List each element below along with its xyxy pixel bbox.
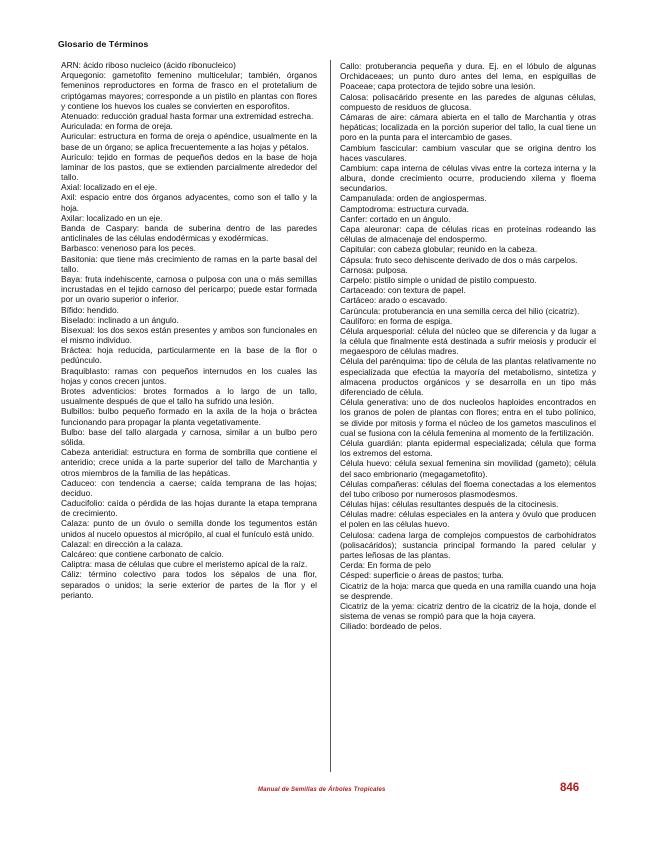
glossary-term: Callo: [340, 61, 362, 71]
glossary-entry [340, 92, 596, 112]
glossary-term: Celulosa: [340, 529, 375, 540]
glossary-entry [340, 265, 596, 275]
glossary-term: Canfer: [340, 213, 368, 224]
glossary-entry [340, 193, 596, 203]
glossary-term: Carpelo: [340, 274, 372, 285]
glossary-definition: protuberancia pequeña y dura. Ej. en el lóbulo de algunas Orchidaceaes; un punto duro antes del lema, en espiguillas de Poaceae; capa protectora de tejido sobre una lesión. [340, 61, 596, 92]
glossary-term: Células hijas: [340, 499, 390, 510]
glossary-entry [61, 315, 317, 325]
glossary-definition: En forma de pelo [365, 560, 431, 571]
glossary-entry [61, 152, 317, 183]
glossary-entry [340, 438, 596, 458]
glossary-entry [340, 255, 596, 265]
glossary-definition: en forma de oreja. [102, 121, 173, 132]
glossary-term: Basitonia: [61, 253, 98, 264]
glossary-term: Banda de Caspary: [61, 223, 140, 233]
glossary-entry [340, 112, 596, 143]
glossary-term: Brotes adventicios: [61, 386, 137, 396]
glossary-entry [61, 131, 317, 151]
glossary-entry [340, 509, 596, 529]
glossary-definition: células resultantes después de la citocinesis. [389, 499, 559, 510]
glossary-entry [61, 478, 317, 498]
glossary-column-right [340, 61, 596, 632]
glossary-definition: protuberancia en una semilla cerca del hilio (cicatriz). [380, 305, 580, 316]
glossary-definition: fruta indehiscente, carnosa o pulposa con una o más semillas incrustadas en el tejido carnoso del pericarpo; puede estar formada por un ovario superior o inferior. [61, 273, 317, 305]
glossary-entry [61, 345, 317, 365]
glossary-term: Bráctea: [61, 345, 93, 356]
glossary-definition: superficie o áreas de pastos; turba. [371, 570, 504, 581]
glossary-entry [61, 366, 317, 386]
glossary-term: Camptodroma: [340, 203, 396, 214]
glossary-term: Célula generativa: [340, 397, 409, 408]
glossary-term: Aurículo: [61, 151, 94, 162]
glossary-definition: células especiales en la antera y óvulo que producen el polen en las células huevo. [340, 509, 596, 530]
glossary-term: Biselado: [61, 314, 96, 325]
glossary-term: Carnosa: [340, 264, 374, 275]
glossary-definition: célula sexual femenina sin movilidad (gameto); célula del saco embrionario (megagametofito). [340, 458, 597, 479]
glossary-definition: gametofito femenino multicelular; también, órganos femeninos reproductores en forma de frasco en el protetalium de criptógamas mayores; corresponde a un pistilo en plantas con flores y contiene los huevos los cuales se convierten en esporofitos. [61, 70, 317, 111]
glossary-term: Cartáceo: [340, 295, 377, 306]
glossary-entry [61, 325, 317, 345]
glossary-entry [61, 121, 317, 131]
glossary-term: Cáliz: [61, 569, 82, 580]
glossary-definition: estructura en forma de sombrilla que contiene el anteridio; crece unida a la parte superior del tallo de Marchantia y otros miembros de la familia de las hepáticas. [61, 447, 317, 478]
glossary-entry [340, 458, 596, 478]
glossary-entry [61, 111, 317, 121]
glossary-term: Campanulada: [340, 193, 395, 204]
glossary-term: Bulbillos: [61, 406, 95, 417]
glossary-entry [340, 560, 596, 570]
glossary-entry [61, 559, 317, 569]
glossary-entry [340, 397, 596, 438]
glossary-entry [61, 305, 317, 315]
glossary-definition: localizado en el eje. [81, 182, 158, 193]
glossary-definition: pistilo simple o unidad de pistilo compuesto. [371, 274, 537, 285]
glossary-definition: base del tallo alargada y carnosa, similar a un bulbo pero sólida. [61, 426, 317, 447]
glossary-definition: planta epidermal especializada; célula que forma los extremos del estoma. [340, 437, 596, 459]
glossary-term: Cartaceado: [340, 285, 386, 296]
glossary-entry [340, 295, 596, 305]
glossary-definition: cadena larga de complejos compuestos de carbohidratos (polisacáridos); sustancia principal formando la pared celular y partes leñosas de las plantas. [340, 529, 596, 560]
glossary-definition: ramas con pequeños internudos en los cuales las hojas y conos crecen juntos. [61, 365, 317, 386]
glossary-term: Ciliado: [340, 621, 368, 632]
glossary-definition: capa de células ricas en proteínas rodeando las células de almacenaje del endospermo. [340, 224, 596, 245]
glossary-definition: espacio entre dos órganos adyacentes, como son el tallo y la hoja. [61, 192, 317, 213]
glossary-definition: tejido en formas de pequeños dedos en la base de hoja laminar de los pastos, que se extienden parcialmente alrededor del tallo. [61, 151, 317, 183]
glossary-definition: venenoso para los peces. [98, 243, 196, 254]
glossary-definition: banda de suberina dentro de las paredes anticlinales de las células endodérmicas y exodérmicas. [61, 223, 317, 244]
glossary-definition: que contiene carbonato de calcio. [96, 549, 224, 559]
glossary-term: Caliptra: [61, 559, 93, 570]
glossary-term: Baya: [61, 273, 83, 284]
glossary-term: Auricular: [61, 131, 97, 142]
glossary-definition: masa de células que cubre el meristemo apical de la raíz. [92, 559, 308, 570]
glossary-entry [340, 621, 596, 631]
glossary-term: Atenuado: [61, 110, 100, 121]
glossary-definition: brotes formados a lo largo de un tallo, usualmente después de que el tallo ha sufrido una lesión. [61, 386, 318, 407]
glossary-definition: con tendencia a caerse; caída temprana de las hojas; deciduo. [61, 477, 317, 498]
glossary-definition: término colectivo para todos los sépalos de una flor, separados o unidos; la serie exterior de partes de la flor y el perianto. [61, 569, 317, 600]
glossary-entry [61, 70, 317, 111]
glossary-definition: cámara abierta en el tallo de Marchantia y otras hepáticas; localizada en la porción superior del tallo, la cual tiene un poro en la punta para el intercambio de gases. [340, 111, 597, 143]
glossary-definition: uno de dos nucleolos haploides encontrados en los granos de polen de plantas con flores; entra en el tubo polínico, se divide por mitosis y forma el núcleo de los gametos masculinos el cual se fusiona con la célula femenina al momento de la fertilización. [340, 397, 596, 438]
glossary-term: Cerda: [340, 560, 366, 571]
glossary-entry [61, 569, 317, 600]
glossary-term: Barbasco: [61, 243, 99, 254]
glossary-term: Bífido: [61, 304, 85, 315]
glossary-entry [340, 214, 596, 224]
glossary-term: Calazal: [61, 538, 92, 549]
glossary-entry [340, 204, 596, 214]
glossary-term: Capitular: [340, 244, 376, 255]
glossary-term: Bisexual: [61, 324, 95, 335]
glossary-term: Axilar: [61, 212, 85, 223]
glossary-definition: punto de un óvulo o semilla donde los tegumentos están unidos al nucelo opuestos al micrópilo, al cual el funículo está unido. [61, 518, 317, 539]
footer-title: Manual de Semillas de Árboles Tropicales [258, 787, 386, 793]
glossary-definition: bulbo pequeño formado en la axila de la hoja o bráctea funcionando para propagar la planta vegetativamente. [61, 406, 317, 427]
glossary-definition: cicatriz dentro de la cicatriz de la hoja, donde el sistema de venas se rompió para que la hoja cayera. [340, 600, 597, 622]
glossary-definition: marca que queda en una ramilla cuando una hoja se desprende. [340, 580, 597, 601]
glossary-definition: reducción gradual hasta formar una extremidad estrecha. [99, 110, 314, 121]
glossary-definition: hoja reducida, particularmente en la base de la flor o pedúnculo. [61, 345, 317, 366]
glossary-term: Cabeza anteridial: [61, 447, 130, 458]
glossary-term: Calaza: [61, 518, 90, 529]
glossary-definition: que tiene más crecimiento de ramas en la parte basal del tallo. [61, 253, 317, 274]
glossary-definition: orden de angiospermas. [394, 193, 487, 204]
glossary-entry [61, 192, 317, 212]
glossary-definition: cortado en un ángulo. [367, 213, 451, 224]
glossary-entry [340, 275, 596, 285]
glossary-term: Cambium: [340, 162, 379, 173]
glossary-entry [61, 539, 317, 549]
column-divider [330, 60, 331, 772]
glossary-term: Cámaras de aire: [340, 111, 407, 122]
glossary-term: Célula guardián: [340, 437, 403, 448]
glossary-definition: estructura en forma de oreja o apéndice, usualmente en la base de un órgano; se aplica frecuentemente a las hojas y pétalos. [61, 131, 317, 152]
glossary-definition: inclinado a un ángulo. [95, 314, 179, 325]
glossary-column-left [61, 60, 317, 600]
glossary-definition: célula del núcleo que se diferencia y da lugar a la célula que finalmente está destinada a sufrir meiosis y producir el megaesporo de células madres. [340, 325, 596, 357]
glossary-definition: los dos sexos están presentes y ambos son funcionales en el mismo individuo. [61, 324, 317, 346]
glossary-entry [61, 60, 317, 70]
glossary-definition: bordeado de pelos. [367, 621, 442, 632]
glossary-term: Células compañeras: [340, 478, 419, 489]
glossary-entry [61, 182, 317, 192]
glossary-definition: con cabeza globular; reunido en la cabeza. [375, 244, 538, 255]
glossary-term: Capa aleuronar: [340, 224, 402, 234]
glossary-entry [61, 406, 317, 426]
glossary-definition: arado o escavado. [376, 295, 448, 306]
glossary-entry [340, 356, 596, 397]
glossary-term: Cicatriz de la hoja: [340, 580, 409, 591]
glossary-definition: cambium vascular que se origina dentro los haces vasculares. [340, 142, 596, 163]
glossary-entry [340, 601, 596, 621]
glossary-entry [61, 498, 317, 518]
glossary-entry [340, 285, 596, 295]
glossary-definition: en forma de espiga. [376, 315, 453, 326]
page-number: 846 [560, 782, 580, 794]
glossary-term: Caulíforo: [340, 315, 377, 326]
glossary-term: Bulbo: [61, 426, 85, 437]
glossary-term: Caducifolio: [61, 498, 105, 509]
glossary-term: Cápsula: [340, 254, 373, 265]
glossary-entry [340, 570, 596, 580]
page-header: Glosario de Términos [58, 39, 149, 49]
glossary-term: Axial: [61, 182, 82, 193]
glossary-definition: hendido. [84, 304, 119, 315]
glossary-entry [340, 581, 596, 601]
glossary-term: Cambium fascicular: [340, 142, 418, 153]
glossary-entry [340, 479, 596, 499]
glossary-entry [340, 224, 596, 244]
glossary-term: Auriculada: [61, 121, 103, 132]
glossary-definition: estructura curvada. [395, 203, 469, 214]
glossary-entry [340, 143, 596, 163]
glossary-definition: capa interna de células vivas entre la corteza interna y la albura, donde crecimiento ocurre, produciendo xilema y floema secundarios. [340, 162, 596, 194]
glossary-term: Calcáreo: [61, 549, 97, 559]
glossary-term: Arquegonio: [61, 70, 106, 81]
glossary-entry [340, 61, 596, 92]
glossary-term: Axil: [61, 192, 77, 203]
glossary-term: Cicatriz de la yema: [340, 600, 415, 611]
glossary-entry [340, 499, 596, 509]
glossary-entry [61, 447, 317, 478]
glossary-definition: células del floema conectadas a los elementos del tubo criboso por numerosos plasmodesmos. [340, 478, 596, 499]
glossary-entry [61, 518, 317, 538]
glossary-term: Célula arquesporial: [340, 325, 415, 336]
glossary-term: Braquiblasto: [61, 365, 110, 376]
glossary-definition: fruto seco dehiscente derivado de dos o más carpelos. [372, 254, 578, 265]
glossary-entry [61, 386, 317, 406]
glossary-definition: ácido riboso nucleico (ácido ribonucleico) [80, 60, 236, 70]
glossary-entry [61, 254, 317, 274]
glossary-entry [61, 274, 317, 305]
glossary-term: Célula huevo: [340, 458, 392, 469]
glossary-definition: polisacárido presente en las paredes de algunas células, compuesto de residuos de glucosa. [340, 91, 596, 112]
glossary-definition: pulposa. [373, 264, 408, 275]
glossary-definition: con textura de papel. [385, 285, 466, 296]
glossary-definition: localizado en un eje. [84, 212, 163, 223]
glossary-entry [61, 427, 317, 447]
glossary-entry [61, 549, 317, 559]
glossary-entry [340, 316, 596, 326]
glossary-definition: en dirección a la calaza. [91, 538, 183, 549]
glossary-entry [340, 244, 596, 254]
glossary-term: Césped: [340, 570, 372, 581]
glossary-entry [340, 530, 596, 561]
glossary-entry [61, 243, 317, 253]
glossary-entry [340, 163, 596, 194]
glossary-entry [61, 213, 317, 223]
glossary-entry [340, 306, 596, 316]
glossary-entry [340, 326, 596, 357]
glossary-term: Caduceo: [61, 477, 97, 488]
glossary-term: Carúncula: [340, 305, 381, 316]
glossary-definition: tipo de célula de las plantas relativamente no especializada que efectúa la mayoría del metabolismo, sintetiza y almacena productos orgánicos y se desarrolla en un tipo más diferenciado de célula. [340, 356, 596, 397]
glossary-definition: caída o pérdida de las hojas durante la etapa temprana de crecimiento. [61, 498, 317, 519]
glossary-term: Calosa: [340, 91, 369, 102]
glossary-entry [61, 223, 317, 243]
glossary-term: ARN: [61, 60, 81, 70]
glossary-term: Células madre: [340, 509, 397, 520]
glossary-term: Célula del parénquima: [340, 356, 426, 367]
